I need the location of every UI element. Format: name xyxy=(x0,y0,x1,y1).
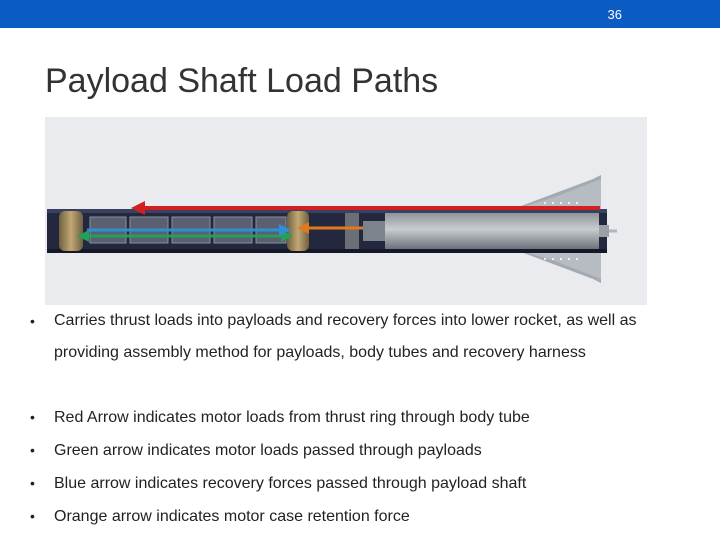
forward-bulkhead xyxy=(59,211,83,251)
bullet-item xyxy=(30,500,670,533)
header-bar xyxy=(0,0,720,28)
thrust-ring xyxy=(345,213,359,249)
motor-case xyxy=(385,213,599,249)
bullet-text: Blue arrow indicates recovery forces passed through payload shaft xyxy=(54,475,527,492)
rocket-cutaway-diagram xyxy=(45,117,647,305)
bullet-item xyxy=(30,434,670,467)
bullet-text: Carries thrust loads into payloads and recovery forces into lower rocket, as well as providing assembly method for payloads, body tubes and recovery harness xyxy=(54,312,637,361)
bullet-list xyxy=(30,305,670,533)
bullet-item xyxy=(30,305,670,401)
bullet-text: Red Arrow indicates motor loads from thrust ring through body tube xyxy=(54,409,530,426)
bullet-text: Orange arrow indicates motor case retention force xyxy=(54,508,410,525)
bullet-text: Green arrow indicates motor loads passed through payloads xyxy=(54,442,482,459)
slide-title: Payload Shaft Load Paths xyxy=(45,62,439,100)
bullet-glyph: • xyxy=(30,313,35,329)
bullet-item xyxy=(30,467,670,500)
body-tube-bottom-edge xyxy=(47,249,607,253)
bullet-glyph: • xyxy=(30,508,35,524)
bullet-glyph: • xyxy=(30,442,35,458)
page-number: 36 xyxy=(607,7,622,22)
bullet-item xyxy=(30,401,670,434)
motor-adapter xyxy=(363,221,385,241)
bullet-glyph: • xyxy=(30,475,35,491)
bullet-glyph: • xyxy=(30,409,35,425)
motor-nozzle xyxy=(599,225,609,237)
